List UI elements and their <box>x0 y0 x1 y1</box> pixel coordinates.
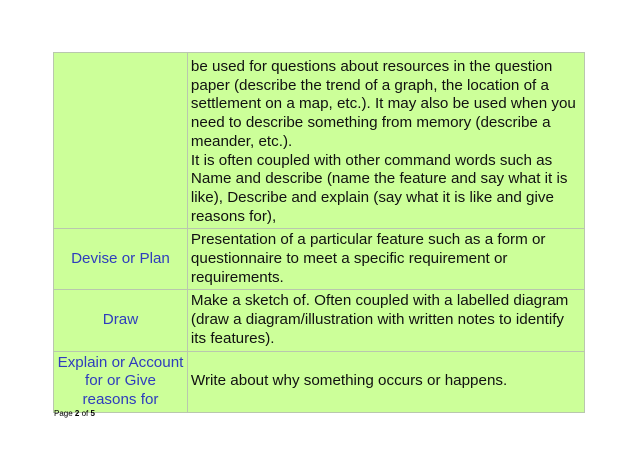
definition-cell <box>187 290 584 351</box>
table-row <box>54 229 585 290</box>
footer-page-number: 2 <box>74 409 80 418</box>
definition-paragraph: Make a sketch of. Often coupled with a labelled diagram (draw a diagram/illustration with written notes to identify its features). <box>190 292 569 347</box>
term-cell: Devise or Plan <box>54 229 188 290</box>
definition-paragraph: be used for questions about resources in the question paper (describe the trend of a graph, the location of a settlement on a map, etc.). It may also be used when you need to describe something from memory (describe a meander, etc.). <box>190 58 576 150</box>
definition-cell <box>187 229 584 290</box>
footer-page-label: Page <box>54 409 73 418</box>
command-words-table <box>53 52 585 413</box>
table-row <box>54 53 585 229</box>
term-cell: Explain or Account for or Give reasons for <box>54 351 188 412</box>
table-row <box>54 351 585 412</box>
table-row <box>54 290 585 351</box>
footer-of-label: of <box>81 409 89 418</box>
definition-cell <box>187 53 584 229</box>
term-cell <box>54 53 188 229</box>
definition-paragraph: Write about why something occurs or happens. <box>190 372 508 390</box>
page-footer <box>54 409 95 418</box>
footer-total-pages: 5 <box>90 409 95 418</box>
definition-paragraph: Presentation of a particular feature such as a form or questionnaire to meet a specific requirement or requirements. <box>190 231 546 286</box>
term-cell: Draw <box>54 290 188 351</box>
definition-paragraph: It is often coupled with other command words such as Name and describe (name the feature and say what it is like), Describe and explain (say what it is like and give reasons for), <box>190 151 568 225</box>
definition-cell <box>187 351 584 412</box>
